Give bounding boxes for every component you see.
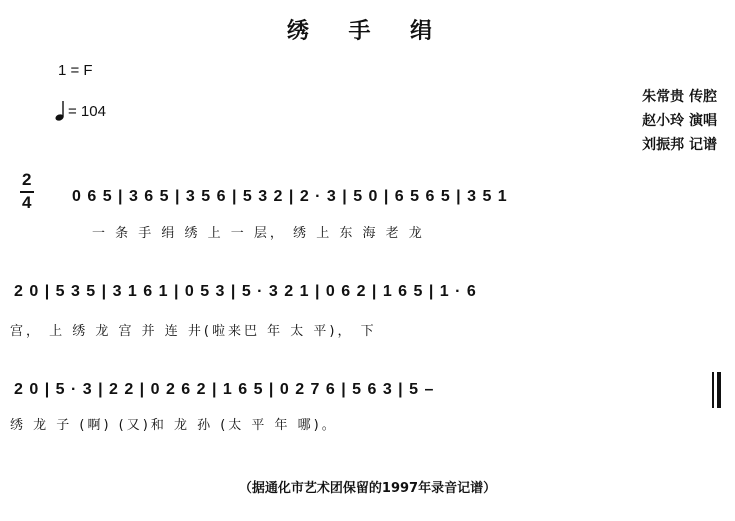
lyrics-row-1: 一 条 手 绢 绣 上 一 层， 绣 上 东 海 老 龙: [92, 226, 425, 241]
lyrics-row-3: 绣 龙 子 (啊) (又)和 龙 孙 (太 平 年 哪)。: [10, 418, 338, 433]
final-barline-thick: [717, 372, 721, 408]
final-barline-thin: [712, 372, 714, 408]
lyrics-row-2: 宫， 上 绣 龙 宫 并 连 井(啦来巴 年 太 平)， 下: [10, 324, 377, 339]
credit-line-2: 赵小玲 演唱: [642, 113, 717, 129]
key-signature: 1 = F: [58, 62, 93, 79]
tempo-value: = 104: [68, 103, 106, 120]
credit-line-3: 刘振邦 记谱: [642, 137, 717, 153]
notation-row-1: 0 6 5 | 3 6 5 | 3 5 6 | 5 3 2 | 2 · 3 | 5 0 | 6 5 6 5 | 3 5 1: [72, 188, 508, 205]
notation-row-3: 2 0 | 5 · 3 | 2 2 | 0 2 6 2 | 1 6 5 | 0 2 7 6 | 5 6 3 | 5 –: [14, 381, 435, 398]
credit-line-1: 朱常贵 传腔: [642, 89, 717, 105]
time-signature-bottom: 4: [22, 193, 32, 212]
quarter-note-icon: [54, 100, 66, 122]
time-signature-top: 2: [22, 170, 32, 189]
notation-row-2: 2 0 | 5 3 5 | 3 1 6 1 | 0 5 3 | 5 · 3 2 1 | 0 6 2 | 1 6 5 | 1 · 6: [14, 283, 477, 300]
source-footnote: （据通化市艺术团保留的1997年录音记谱）: [238, 481, 497, 496]
tempo-marking: [54, 103, 106, 120]
song-title: 绣 手 绢: [286, 19, 449, 44]
